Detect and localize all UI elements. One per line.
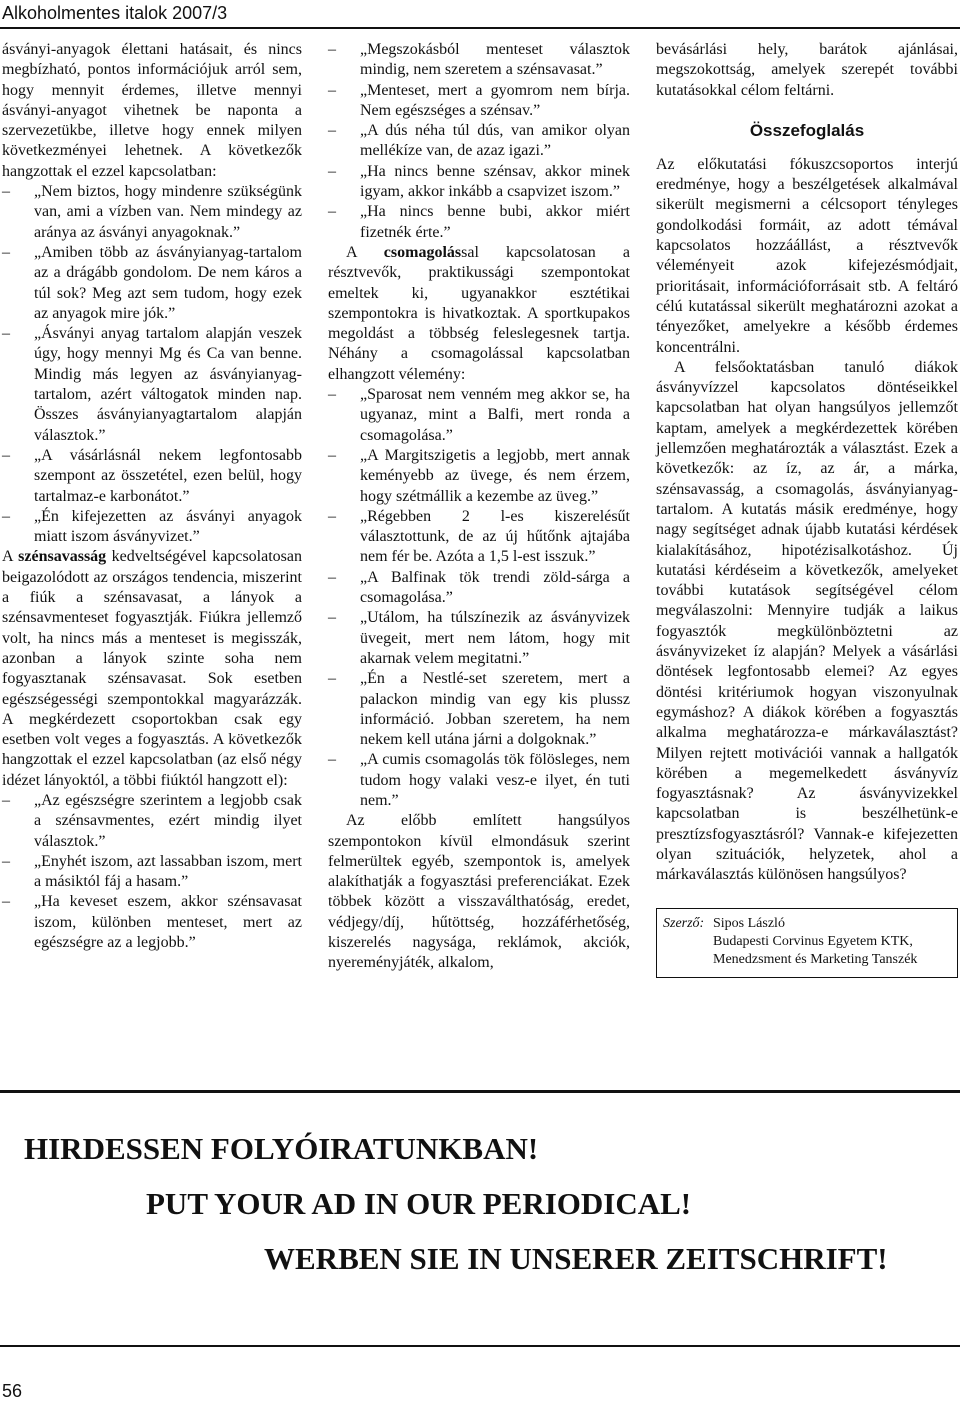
quote-list (2, 791, 302, 953)
dash-marker: – (328, 670, 336, 688)
quote-item: – „A vásárlásnál nekem legfontosabb szempont az összetétel, ezen belül, hogy tartalmaz-e karbonátot.” (2, 446, 302, 505)
quote-item: – „Menteset, mert a gyomrom nem bírja. Nem egészséges a szénsav.” (328, 81, 630, 119)
author-details (663, 915, 949, 969)
author-name: Sipos László (713, 915, 785, 931)
dash-marker: – (2, 446, 10, 464)
ad-bottom-rule (0, 1345, 960, 1347)
quote-item: – „A dús néha túl dús, van amikor olyan mellékíze van, de azaz igazi.” (328, 122, 630, 160)
quote-item: – „Utálom, ha túlszínezik az ásványvizek üvegeit, mert nem látom, hogy mit akarnak velem megitatni.” (328, 609, 630, 667)
quote-list (328, 40, 630, 243)
author-label: Szerző: (663, 915, 705, 931)
page-number: 56 (2, 1381, 23, 1401)
paragraph: Az előkutatási fókuszcsoportos interjú eredménye, hogy a beszélgetések alkalmával sikerült megismerni a célcsoport tényleges gondolkodási formáit, az adott témával kapcsolatos hozzáállást, a résztvevők véleményeit azok kifejezésmódjait, prioritásait, információforrásait stb. A feltáró célú kutatással sikerült meghatározni azokat a tényezőket, amelyekre a később érdemes koncentrálni. (656, 155, 958, 356)
quote-item: – „Enyhét iszom, azt lassabban iszom, mert a másiktól fáj a hasam.” (2, 852, 302, 891)
dash-marker: – (328, 751, 336, 769)
ad-line-english: PUT YOUR AD IN OUR PERIODICAL! (146, 1186, 692, 1221)
keyword: szénsavasság (18, 548, 107, 566)
quote-item: – „Régebben 2 l-es kiszerelésűt választottunk, de az új hűtőnk ajtajába nem fér be. Azóta a 1,5 l-est isszuk.” (328, 507, 630, 566)
dash-marker: – (328, 568, 336, 586)
dash-marker: – (328, 81, 336, 99)
dash-marker: – (328, 203, 336, 221)
quote-list (2, 182, 302, 547)
dash-marker: – (328, 446, 336, 464)
author-department: Menedzsment és Marketing Tanszék (713, 951, 918, 967)
dash-marker: – (2, 507, 10, 525)
dash-marker: – (328, 162, 336, 180)
quote-item: – „Amiben több az ásványianyag-tartalom az a drágább gondolom. De nem káros a túl sok? Meg azt sem tudom, hogy ezek az anyagok mire jók.” (2, 243, 302, 322)
paragraph: ásványi-anyagok élettani hatásait, és nincs megbízható, pontos információjuk arról sem, hogy mennyit érdemes, illetve mennyi ásványi-anyagot vihetnek be naponta a szervezetükbe, illetve hogy ennek milyen következményei lehetnek. A következők hangzottak el ezzel kapcsolatban: (2, 41, 302, 180)
column-2 (328, 40, 630, 974)
paragraph: A felsőoktatásban tanuló diákok ásványvízzel kapcsolatos döntéseikkel kapcsolatban hat olyan hangsúlyos jellemzőt kaptam, amelyek a megkérdezettek körében jellemzően meghatározták a választást. Ezek a következők: az íz, az ár, a márka, szénsavasság, a csomagolás, ásványianyag-tartalom. A kutatás másik eredménye, hogy nagy segítséget adnak újabb kutatási kérdések kialakításához, hipotézisalkotáshoz. Új kutatási kérdéseim a következők, amelyeket további kutatások segítségével célom megválaszolni: Mennyire tudják a laikus fogyasztók megkülönböztetni az ásványvizeket íz alapján? Melyek a vásárlási döntések legfontosabb elemei? Az egyes döntési kritériumok hogyan viszonyulnak egymáshoz? A diákok körében a fogyasztás alkalma meghatározza-e márkaválasztást? Milyen rejtett motivációi vannak a hallgatók körében a megemelkedett ásványvíz fogyasztásnak? Az ásványvizekkel kapcsolatban is beszélhetünk-e presztízsfogyasztásról? Vannak-e kifejezetten olyan szituációk, helyzetek, ahol a márkaválasztás különösen hangsúlyos? (656, 358, 958, 884)
dash-marker: – (2, 183, 10, 201)
keyword: csomagolás (383, 243, 462, 261)
column-3 (656, 40, 958, 978)
quote-item: – „Ha keveset eszem, akkor szénsavasat iszom, különben menteset, mert az egészségre az a legjobb.” (2, 893, 302, 952)
author-institution: Budapesti Corvinus Egyetem KTK, (713, 933, 913, 949)
quote-item: – „Ha nincs benne szénsav, akkor minek igyam, akkor inkább a csapvizet iszom.” (328, 162, 630, 201)
dash-marker: – (328, 122, 336, 140)
quote-item: – „Megszokásból menteset választok mindig, nem szeretem a szénsavasat.” (328, 41, 630, 79)
quote-item: – „A cumis csomagolás tök fölösleges, nem tudom hogy valaki vesz-e ilyet, én tuti nem.” (328, 751, 630, 809)
paragraph: A csomagolással kapcsolatosan a résztvevők, praktikussági szempontokat emeltek ki, ugyanakkor esztétikai szempontokra is hivatkoztak. A sportkupakos megoldást a többség feleslegesnek tartja. Néhány a csomagolással kapcsolatban elhangzott vélemény: (328, 243, 630, 383)
quote-item: – „Én kifejezetten az ásványi anyagok miatt iszom ásványvizet.” (2, 507, 302, 546)
dash-marker: – (2, 791, 10, 809)
dash-marker: – (328, 386, 336, 404)
quote-item: – „Én a Nestlé-set szeretem, mert a palackon mindig van egy kis plussz információ. Jobban szeretem, ha nem nekem kell utána járni a dolgoknak.” (328, 670, 630, 749)
quote-item: – „Sparosat nem venném meg akkor se, ha ugyanaz, mint a Balfi, mert ronda a csomagolása.” (328, 386, 630, 444)
ad-line-german: WERBEN SIE IN UNSERER ZEITSCHRIFT! (264, 1241, 888, 1276)
ad-top-rule (0, 1090, 960, 1093)
dash-marker: – (328, 41, 336, 58)
dash-marker: – (2, 325, 10, 343)
author-box (656, 908, 958, 978)
journal-title: Alkoholmentes italok 2007/3 (2, 3, 228, 23)
paragraph: A szénsavasság kedveltségével kapcsolatosan beigazolódott az országos tendencia, miszerint a fiúk a szénsavasat, a lányok a szénsavmenteset fogyasztják. Fiúkra jellemző volt, ha nincs más a menteset is megisszák, azonban a lányok szinte soha nem fogyasztanak szénsavasat. Sok esetben egészségességi szempontokkal magyarázzák. A megkérdezett csoportokban csak egy esetben volt veges a fogyasztás. A következők hangzottak el ezzel kapcsolatban (az első négy idézet lányoktól, a többi fiúktól hangzott el): (2, 548, 302, 789)
quote-item: – „Ha nincs benne bubi, akkor miért fizetnék érte.” (328, 203, 630, 241)
quote-item: – „A Balfinak tök trendi zöld-sárga a csomagolása.” (328, 568, 630, 607)
paragraph: bevásárlási hely, barátok ajánlásai, megszokottság, amelyek szerepét további kutatásokkal célom feltárni. (656, 41, 958, 99)
dash-marker: – (2, 893, 10, 911)
header-rule (0, 27, 960, 29)
running-header (0, 0, 960, 26)
quote-item: – „Az egészségre szerintem a legjobb csak a szénsavmentes, ezért mindig ilyet választok.” (2, 791, 302, 850)
quote-item: – „Nem biztos, hogy mindenre szükségünk van, ami a vízben van. Nem mindegy az aránya az ásványi anyagoknak.” (2, 183, 302, 241)
dash-marker: – (328, 609, 336, 627)
dash-marker: – (2, 243, 10, 261)
ad-line-hungarian: HIRDESSEN FOLYÓIRATUNKBAN! (24, 1131, 539, 1166)
paragraph: Az előbb említett hangsúlyos szempontokon kívül elmondásuk szerint felmerültek egyéb, szempontok is, amelyek alakíthatják a fogyasztási preferenciákat. Ezek többek között a visszaválthatóság, eredet, védjegy/díj, hűtöttség, hozzáférhetőség, kiszerelés nagysága, reklámok, akciók, nyereményjáték, alkalom, (328, 812, 630, 972)
column-1 (2, 40, 302, 953)
dash-marker: – (328, 507, 336, 525)
quote-item: – „Ásványi anyag tartalom alapján veszek úgy, hogy mennyi Mg és Ca van benne. Mindig más legyen az ásványianyag-tartalom, azért váltogatok minden nap. Összes ásványianyagtartalom alapján választok.” (2, 325, 302, 444)
dash-marker: – (2, 852, 10, 870)
section-heading: Összefoglalás (749, 120, 865, 140)
quote-item: – „A Margitszigetis a legjobb, mert annak keményebb az üvege, és nem érzem, hogy szétmállik a kezembe az üveg.” (328, 446, 630, 505)
quote-list (328, 385, 630, 811)
